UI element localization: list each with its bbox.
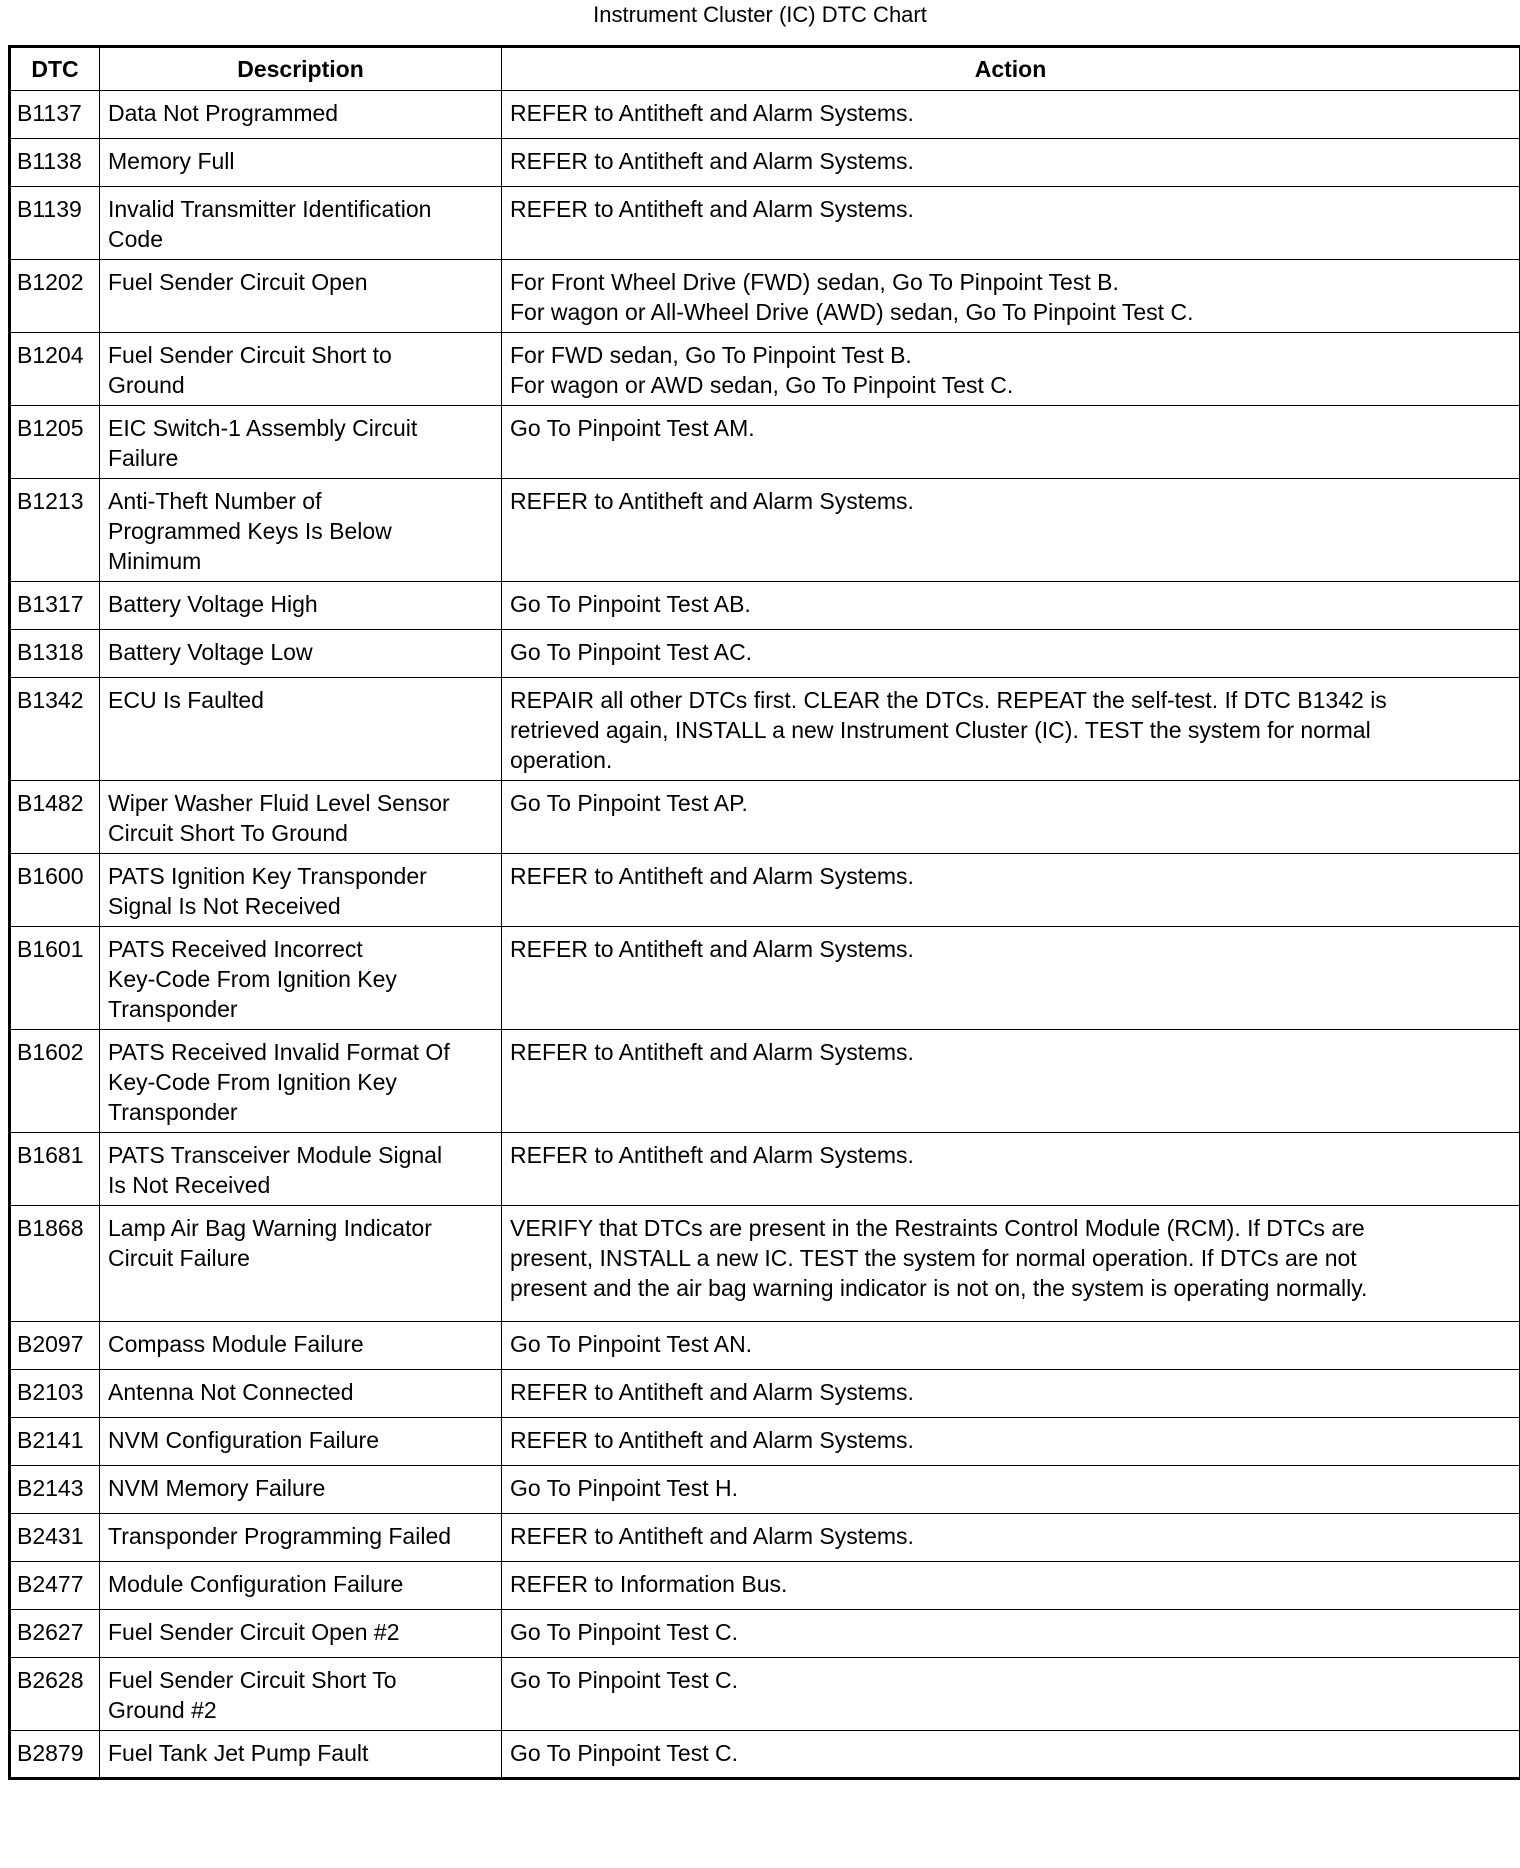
description-line: Failure: [108, 445, 179, 471]
description-line: Signal Is Not Received: [108, 893, 341, 919]
description-line: PATS Transceiver Module Signal: [108, 1142, 443, 1168]
description-line: Fuel Tank Jet Pump Fault: [108, 1740, 369, 1766]
action-cell: [502, 91, 1520, 139]
table-row: [10, 1206, 1520, 1322]
table-row: [10, 139, 1520, 187]
action-line: REFER to Antitheft and Alarm Systems.: [510, 488, 914, 514]
description-line: ECU Is Faulted: [108, 687, 264, 713]
description-cell: [100, 91, 502, 139]
column-header-description: Description: [100, 47, 502, 91]
action-line: For wagon or AWD sedan, Go To Pinpoint Test C.: [510, 372, 1014, 398]
table-row: [10, 854, 1520, 927]
action-line: retrieved again, INSTALL a new Instrument Cluster (IC). TEST the system for normal: [510, 717, 1371, 743]
table-row: [10, 582, 1520, 630]
description-line: PATS Received Incorrect: [108, 936, 363, 962]
action-line: Go To Pinpoint Test AC.: [510, 639, 753, 665]
chart-title: Instrument Cluster (IC) DTC Chart: [593, 2, 927, 27]
description-cell: [100, 1418, 502, 1466]
description-cell: [100, 406, 502, 479]
description-line: Fuel Sender Circuit Short To: [108, 1667, 397, 1693]
table-row: [10, 678, 1520, 781]
table-row: [10, 260, 1520, 333]
table-row: [10, 1418, 1520, 1466]
table-row: [10, 1658, 1520, 1731]
description-cell: [100, 1658, 502, 1731]
description-line: Anti-Theft Number of: [108, 488, 322, 514]
dtc-code-cell: B2477: [10, 1562, 100, 1610]
dtc-code-cell: B1602: [10, 1030, 100, 1133]
action-cell: [502, 781, 1520, 854]
description-line: Battery Voltage High: [108, 591, 318, 617]
action-line: For Front Wheel Drive (FWD) sedan, Go To Pinpoint Test B.: [510, 269, 1119, 295]
action-cell: [502, 1030, 1520, 1133]
table-body: [10, 91, 1520, 1779]
dtc-code-cell: B1205: [10, 406, 100, 479]
description-cell: [100, 1030, 502, 1133]
description-cell: [100, 582, 502, 630]
dtc-code-cell: B2628: [10, 1658, 100, 1731]
description-cell: [100, 854, 502, 927]
description-line: Key-Code From Ignition Key: [108, 1069, 397, 1095]
dtc-code-cell: B2097: [10, 1322, 100, 1370]
action-cell: [502, 1206, 1520, 1322]
action-line: For FWD sedan, Go To Pinpoint Test B.: [510, 342, 912, 368]
description-cell: [100, 1133, 502, 1206]
description-line: Module Configuration Failure: [108, 1571, 404, 1597]
action-cell: [502, 139, 1520, 187]
description-line: Minimum: [108, 548, 202, 574]
table-row: [10, 1322, 1520, 1370]
action-cell: [502, 1418, 1520, 1466]
dtc-code-cell: B1213: [10, 479, 100, 582]
dtc-code-cell: B1204: [10, 333, 100, 406]
description-line: Ground #2: [108, 1697, 217, 1723]
action-line: REFER to Antitheft and Alarm Systems.: [510, 196, 914, 222]
description-line: Ground: [108, 372, 185, 398]
table-row: [10, 1133, 1520, 1206]
action-cell: [502, 333, 1520, 406]
action-line: Go To Pinpoint Test AB.: [510, 591, 751, 617]
description-cell: [100, 333, 502, 406]
table-row: [10, 781, 1520, 854]
description-cell: [100, 781, 502, 854]
description-line: Programmed Keys Is Below: [108, 518, 392, 544]
description-cell: [100, 1370, 502, 1418]
action-line: REFER to Antitheft and Alarm Systems.: [510, 148, 914, 174]
description-line: Transponder: [108, 996, 238, 1022]
description-cell: [100, 1514, 502, 1562]
description-line: Wiper Washer Fluid Level Sensor: [108, 790, 450, 816]
action-cell: [502, 582, 1520, 630]
table-row: [10, 333, 1520, 406]
action-line: REFER to Antitheft and Alarm Systems.: [510, 1523, 914, 1549]
description-line: NVM Configuration Failure: [108, 1427, 380, 1453]
description-cell: [100, 678, 502, 781]
dtc-code-cell: B2431: [10, 1514, 100, 1562]
action-line: Go To Pinpoint Test AP.: [510, 790, 748, 816]
action-line: REFER to Antitheft and Alarm Systems.: [510, 1039, 914, 1065]
dtc-code-cell: B1600: [10, 854, 100, 927]
dtc-code-cell: B1868: [10, 1206, 100, 1322]
action-line: REFER to Antitheft and Alarm Systems.: [510, 936, 914, 962]
dtc-table: [8, 45, 1520, 1780]
table-row: [10, 406, 1520, 479]
table-row: [10, 1466, 1520, 1514]
description-line: Fuel Sender Circuit Short to: [108, 342, 392, 368]
action-cell: [502, 260, 1520, 333]
description-cell: [100, 1322, 502, 1370]
action-cell: [502, 630, 1520, 678]
action-cell: [502, 1370, 1520, 1418]
table-row: [10, 1370, 1520, 1418]
description-line: Circuit Short To Ground: [108, 820, 348, 846]
action-cell: [502, 1133, 1520, 1206]
action-cell: [502, 1514, 1520, 1562]
description-line: NVM Memory Failure: [108, 1475, 326, 1501]
action-cell: [502, 854, 1520, 927]
dtc-code-cell: B1317: [10, 582, 100, 630]
description-line: Battery Voltage Low: [108, 639, 313, 665]
description-cell: [100, 1206, 502, 1322]
dtc-code-cell: B2141: [10, 1418, 100, 1466]
action-cell: [502, 1562, 1520, 1610]
description-line: EIC Switch-1 Assembly Circuit: [108, 415, 418, 441]
column-header-dtc: DTC: [10, 47, 100, 91]
action-line: REFER to Antitheft and Alarm Systems.: [510, 1142, 914, 1168]
table-row: [10, 927, 1520, 1030]
description-line: Memory Full: [108, 148, 235, 174]
action-line: operation.: [510, 747, 613, 773]
table-row: [10, 1562, 1520, 1610]
action-line: REFER to Antitheft and Alarm Systems.: [510, 1379, 914, 1405]
description-cell: [100, 1731, 502, 1779]
dtc-code-cell: B1138: [10, 139, 100, 187]
action-cell: [502, 1658, 1520, 1731]
table-row: [10, 1514, 1520, 1562]
action-line: For wagon or All-Wheel Drive (AWD) sedan, Go To Pinpoint Test C.: [510, 299, 1194, 325]
action-cell: [502, 1731, 1520, 1779]
dtc-code-cell: B1318: [10, 630, 100, 678]
action-line: REPAIR all other DTCs first. CLEAR the DTCs. REPEAT the self-test. If DTC B1342 is: [510, 687, 1387, 713]
action-line: Go To Pinpoint Test C.: [510, 1740, 739, 1766]
description-line: PATS Received Invalid Format Of: [108, 1039, 450, 1065]
action-line: present and the air bag warning indicator is not on, the system is operating normally.: [510, 1275, 1368, 1301]
action-line: REFER to Information Bus.: [510, 1571, 788, 1597]
action-line: REFER to Antitheft and Alarm Systems.: [510, 863, 914, 889]
description-line: Antenna Not Connected: [108, 1379, 354, 1405]
dtc-code-cell: B1202: [10, 260, 100, 333]
action-line: VERIFY that DTCs are present in the Restraints Control Module (RCM). If DTCs are: [510, 1215, 1365, 1241]
table-row: [10, 1610, 1520, 1658]
action-line: Go To Pinpoint Test H.: [510, 1475, 739, 1501]
action-cell: [502, 1610, 1520, 1658]
description-line: Is Not Received: [108, 1172, 271, 1198]
dtc-code-cell: B1342: [10, 678, 100, 781]
description-cell: [100, 260, 502, 333]
action-line: Go To Pinpoint Test AN.: [510, 1331, 753, 1357]
description-cell: [100, 1466, 502, 1514]
action-line: Go To Pinpoint Test AM.: [510, 415, 755, 441]
dtc-code-cell: B1482: [10, 781, 100, 854]
dtc-code-cell: B1139: [10, 187, 100, 260]
table-header-row: [10, 47, 1520, 91]
dtc-code-cell: B1137: [10, 91, 100, 139]
action-line: present, INSTALL a new IC. TEST the system for normal operation. If DTCs are not: [510, 1245, 1357, 1271]
description-line: Transponder Programming Failed: [108, 1523, 452, 1549]
description-line: Key-Code From Ignition Key: [108, 966, 397, 992]
table-row: [10, 1731, 1520, 1779]
description-cell: [100, 1610, 502, 1658]
action-line: REFER to Antitheft and Alarm Systems.: [510, 1427, 914, 1453]
description-cell: [100, 927, 502, 1030]
column-header-action: Action: [502, 47, 1520, 91]
description-line: PATS Ignition Key Transponder: [108, 863, 427, 889]
table-row: [10, 91, 1520, 139]
action-cell: [502, 927, 1520, 1030]
description-cell: [100, 139, 502, 187]
description-line: Fuel Sender Circuit Open #2: [108, 1619, 400, 1645]
description-line: Compass Module Failure: [108, 1331, 364, 1357]
dtc-code-cell: B2143: [10, 1466, 100, 1514]
table-row: [10, 187, 1520, 260]
description-cell: [100, 479, 502, 582]
table-row: [10, 479, 1520, 582]
action-cell: [502, 406, 1520, 479]
action-cell: [502, 1466, 1520, 1514]
action-line: Go To Pinpoint Test C.: [510, 1667, 739, 1693]
action-cell: [502, 187, 1520, 260]
description-line: Fuel Sender Circuit Open: [108, 269, 368, 295]
description-line: Data Not Programmed: [108, 100, 339, 126]
description-cell: [100, 630, 502, 678]
description-line: Circuit Failure: [108, 1245, 250, 1271]
action-cell: [502, 1322, 1520, 1370]
action-cell: [502, 479, 1520, 582]
dtc-code-cell: B2103: [10, 1370, 100, 1418]
description-line: Invalid Transmitter Identification: [108, 196, 432, 222]
action-line: REFER to Antitheft and Alarm Systems.: [510, 100, 914, 126]
description-line: Code: [108, 226, 163, 252]
dtc-code-cell: B1681: [10, 1133, 100, 1206]
table-row: [10, 630, 1520, 678]
dtc-code-cell: B2627: [10, 1610, 100, 1658]
table-row: [10, 1030, 1520, 1133]
description-line: Lamp Air Bag Warning Indicator: [108, 1215, 432, 1241]
action-line: Go To Pinpoint Test C.: [510, 1619, 739, 1645]
dtc-code-cell: B2879: [10, 1731, 100, 1779]
description-cell: [100, 187, 502, 260]
description-line: Transponder: [108, 1099, 238, 1125]
dtc-code-cell: B1601: [10, 927, 100, 1030]
action-cell: [502, 678, 1520, 781]
description-cell: [100, 1562, 502, 1610]
